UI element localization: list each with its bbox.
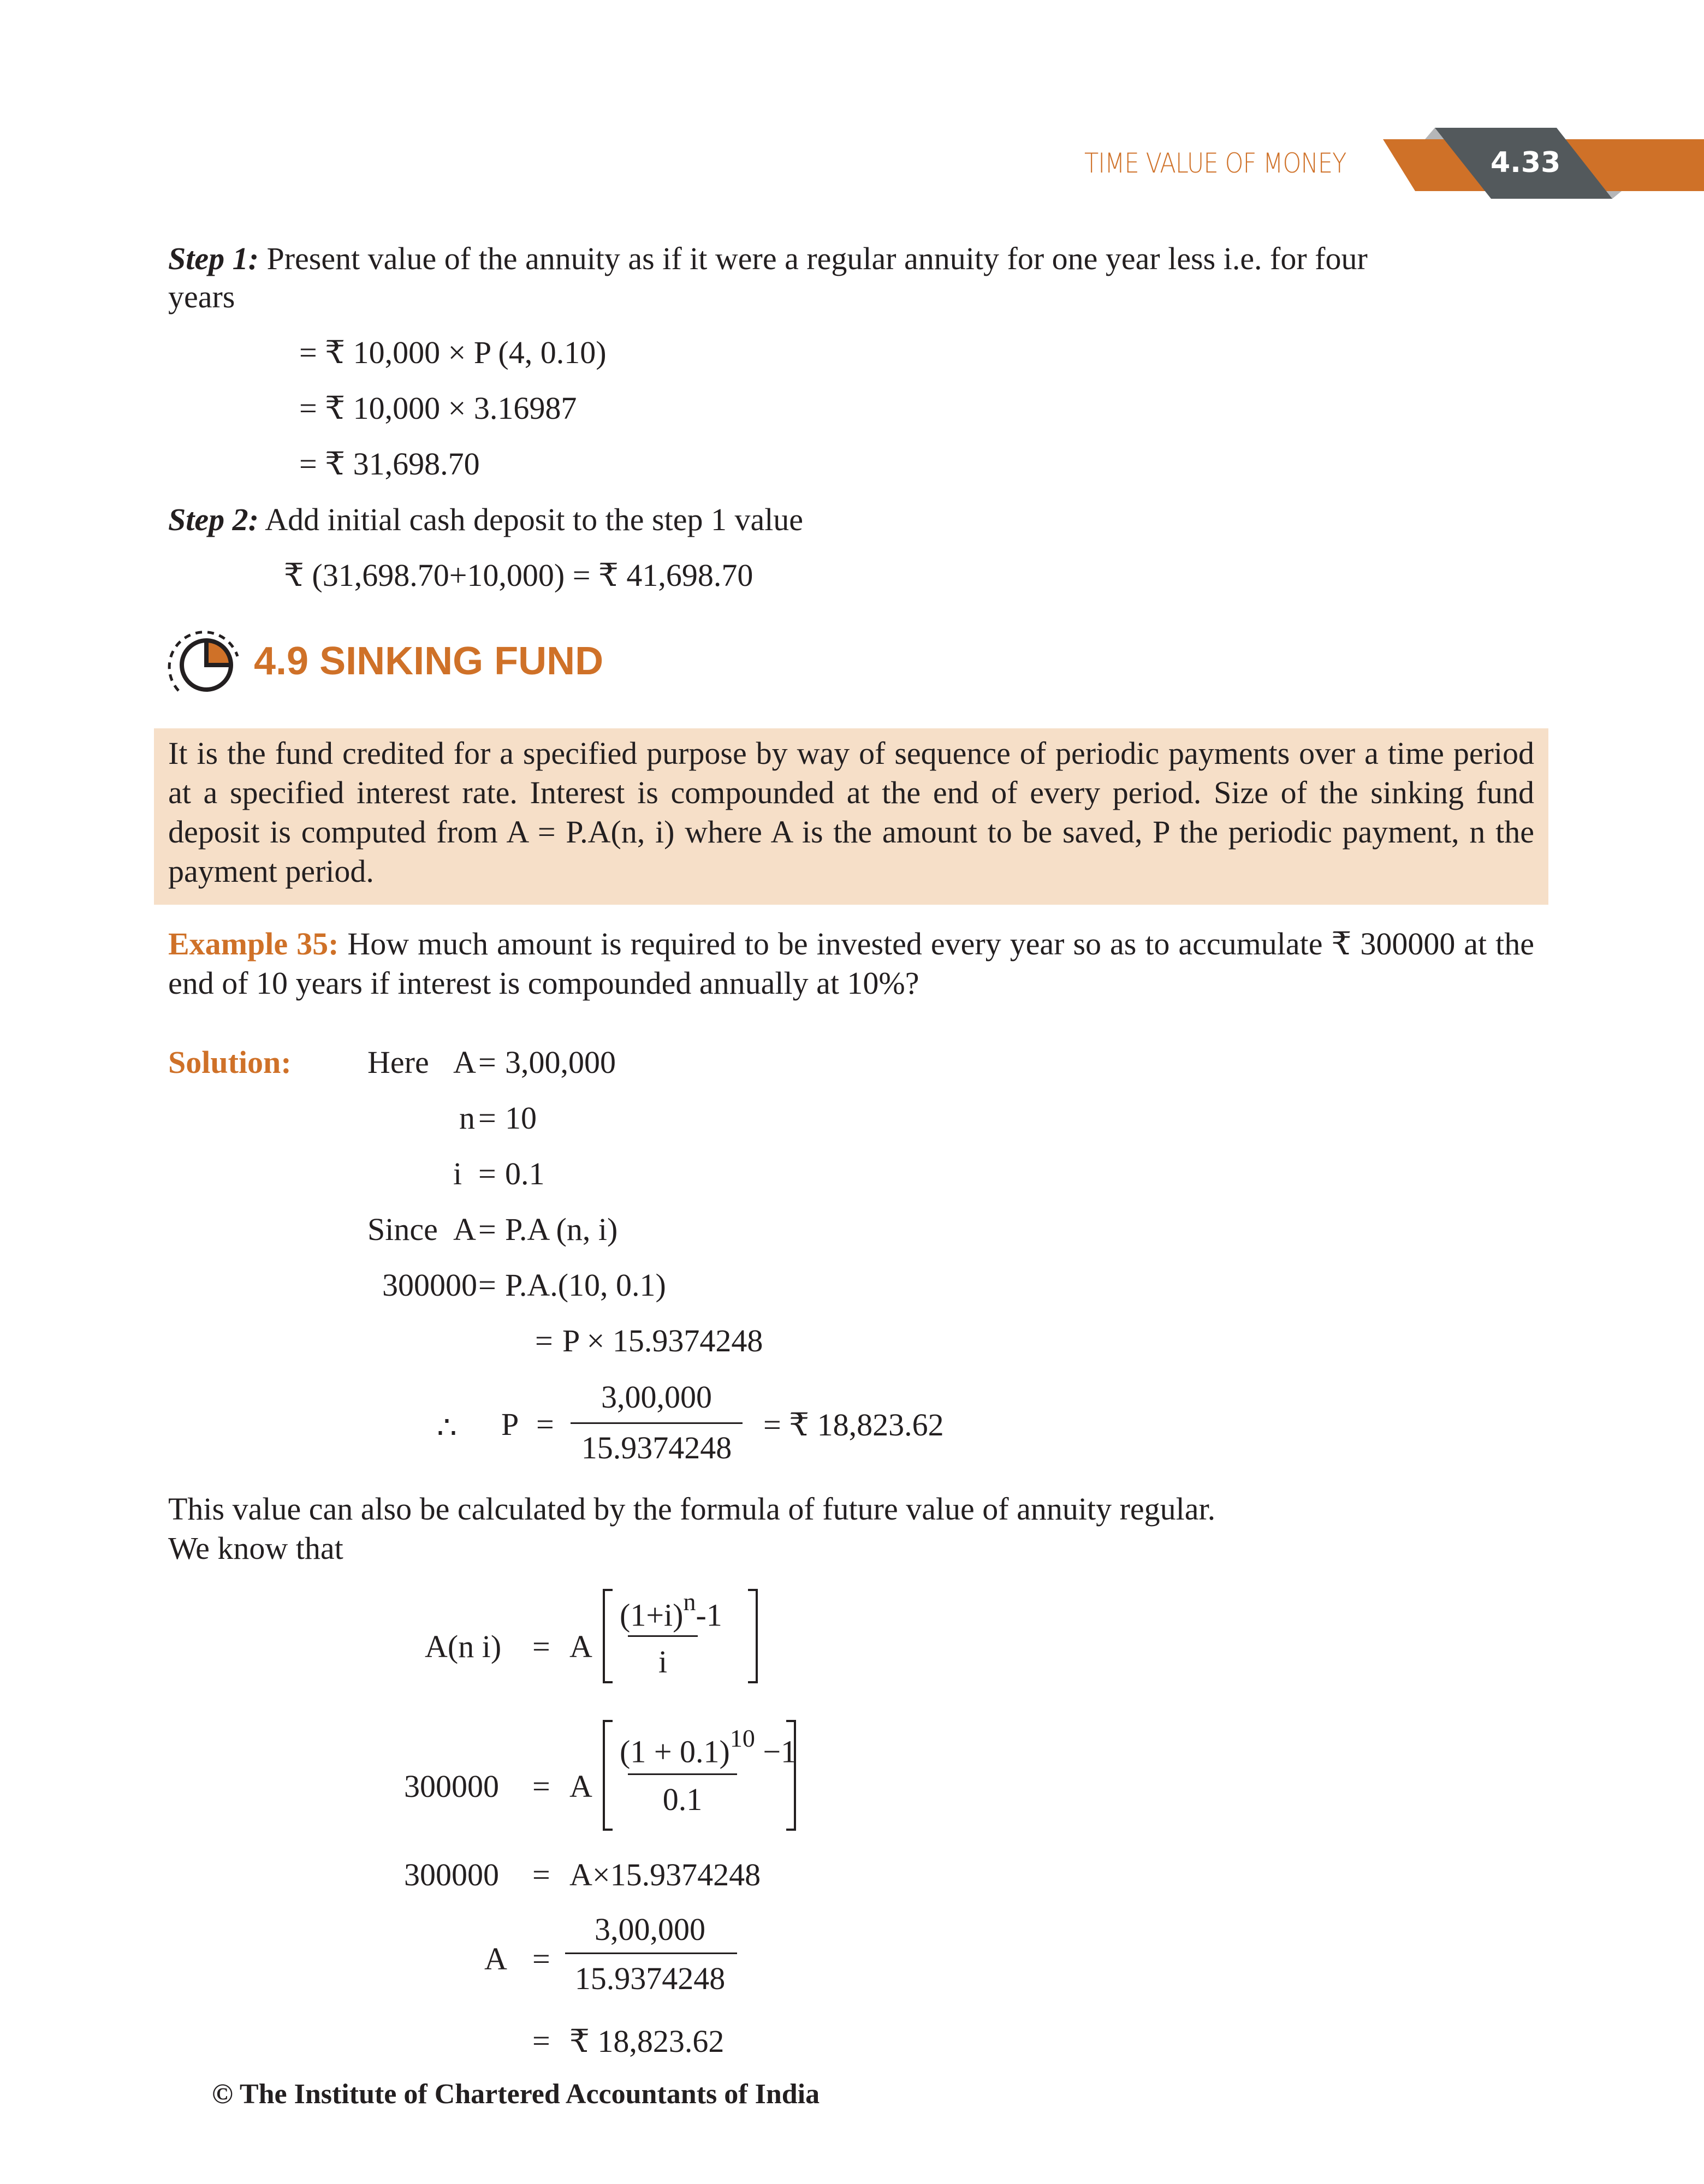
row-lhs: A [453,1212,476,1247]
step2-label: Step 2: [168,502,259,537]
page-number: 4.33 [1491,146,1561,179]
row-lhs: A [453,1044,476,1080]
f2-lhs: 300000 [404,1768,499,1804]
f2-num-base: (1 + 0.1) [620,1734,730,1770]
row-rhs: 3,00,000 [505,1044,616,1080]
f4-numerator: 3,00,000 [595,1912,705,1947]
f5-rhs: ₹ 18,823.62 [569,2023,725,2059]
row-lhs: i [453,1156,462,1191]
left-bracket [603,1720,613,1831]
f1-num-tail: -1 [696,1597,722,1633]
p-eq: = [536,1406,554,1442]
step1-label: Step 1: [168,241,259,276]
example-question [168,924,1534,1003]
solution-label: Solution: [168,1044,292,1080]
f4-lhs: A [484,1941,507,1977]
step2-text: Add initial cash deposit to the step 1 value [265,502,804,537]
row-eq: = [478,1267,496,1303]
left-bracket [603,1589,613,1683]
definition-text: It is the fund credited for a specified purpose by way of sequence of periodic payments over a time period at a specified interest rate. Interest is compounded at the end of every period. Size of the sinking fund deposit is computed from A = P.A(n, i) where A is the amount to be saved, P the periodic payment, n the payment period. [168,735,1534,889]
fraction-bar [628,1635,698,1637]
f2-num-tail: −1 [763,1734,797,1770]
p-numerator: 3,00,000 [601,1379,712,1415]
step1-calc-2: = ₹ 10,000 × 3.16987 [299,390,577,426]
f1-eq: = [532,1629,550,1664]
running-title: TIME VALUE OF MONEY [1084,147,1346,179]
section-title: 4.9 SINKING FUND [254,639,604,683]
definition-box [154,728,1548,905]
f2-exponent: 10 [729,1724,755,1752]
step1-calc-3: = ₹ 31,698.70 [299,446,480,482]
f5-eq: = [532,2023,550,2058]
since-label: Since [367,1212,438,1247]
row-rhs: P × 15.9374248 [562,1323,763,1358]
f1-lhs: A(n i) [425,1629,502,1664]
row-rhs: 0.1 [505,1156,545,1191]
p-denominator: 15.9374248 [581,1430,732,1465]
f3-lhs: 300000 [404,1857,499,1892]
row-eq: = [478,1156,496,1191]
step2-line [168,500,803,539]
copyright-footer: © The Institute of Chartered Accountants of India [212,2079,820,2110]
step1-text: Present value of the annuity as if it were a regular annuity for one year less i.e. for four [266,241,1368,276]
pie-clock-icon [164,622,240,699]
row-eq: = [478,1044,496,1080]
p-lhs: P [501,1406,519,1442]
f2-eq: = [532,1768,550,1804]
here-label: Here [367,1044,429,1080]
therefore-symbol: ∴ [437,1410,457,1445]
example-label: Example 35: [168,926,339,962]
right-bracket [786,1720,796,1831]
f1-numerator [620,1588,722,1633]
step1-calc-1: = ₹ 10,000 × P (4, 0.10) [299,335,607,370]
f1-factor: A [569,1629,592,1664]
right-bracket [748,1589,758,1683]
f2-denominator: 0.1 [662,1782,703,1817]
alternate-line2: We know that [168,1530,343,1566]
f1-denominator: i [658,1644,668,1679]
row-rhs: P.A (n, i) [505,1212,618,1247]
alternate-line1: This value can also be calculated by the formula of future value of annuity regular. [168,1491,1216,1527]
f2-numerator [620,1724,797,1770]
step1-line1 [168,239,1368,278]
f3-eq: = [532,1857,550,1892]
p-result: = ₹ 18,823.62 [763,1407,944,1443]
row-eq: = [478,1212,496,1247]
f4-denominator: 15.9374248 [574,1961,726,1996]
row-eq: = [535,1323,553,1358]
f2-factor: A [569,1768,592,1804]
row-eq: = [478,1100,496,1136]
fraction-bar [565,1952,737,1954]
f4-eq: = [532,1941,550,1977]
row-lhs: n [459,1100,475,1136]
example-question-text: How much amount is required to be invested every year so as to accumulate ₹ 300000 at the end of 10 years if interest is compounded annually at 10%? [168,926,1535,1001]
step2-calc: ₹ (31,698.70+10,000) = ₹ 41,698.70 [284,557,753,593]
step1-line2: years [168,279,235,314]
f1-num-base: (1+i) [620,1597,684,1633]
fraction-bar [571,1422,743,1424]
fraction-bar [628,1773,737,1775]
f1-exponent: n [683,1588,696,1616]
page-banner-shape [0,0,1704,218]
row-rhs: P.A.(10, 0.1) [505,1267,666,1303]
row-rhs: 10 [505,1100,537,1136]
f3-rhs: A×15.9374248 [569,1857,761,1892]
row-lhs: 300000 [382,1267,477,1303]
